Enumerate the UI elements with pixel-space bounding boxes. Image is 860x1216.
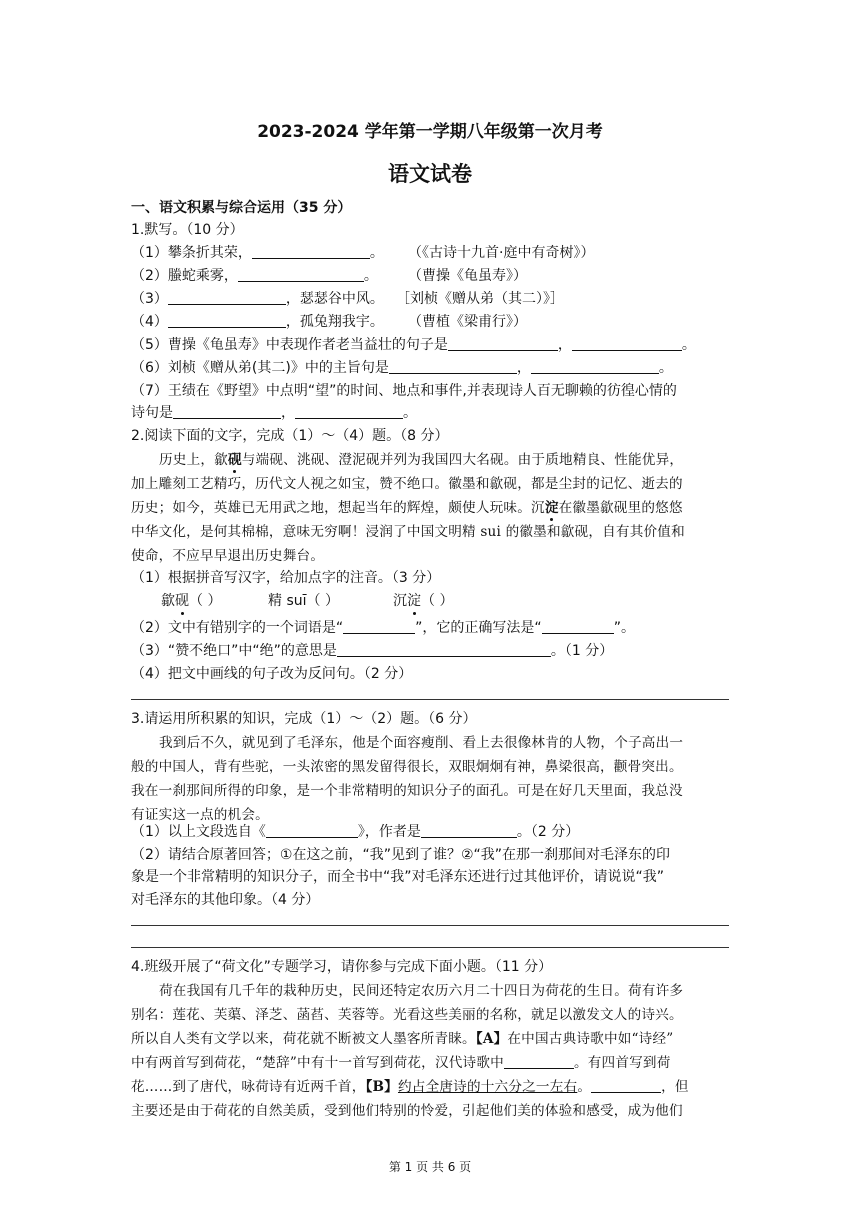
q2-passage-line-5: 使命，不应早早退出历史舞台。 [131,548,325,564]
q1-item-5: （5）曹操《龟虽寿》中表现作者老当益壮的句子是 ， 。 [131,337,696,353]
q3-passage-line-2: 般的中国人，背有些驼，一头浓密的黑发留得很长，双眼炯炯有神，鼻梁很高，颧骨突出。 [131,759,683,775]
q1-item-2-source: （曹操《龟虽寿》） [408,268,527,284]
page-footer: 第 1 页 共 6 页 [388,1160,472,1174]
q4-passage-line-5: 花……到了唐代，咏荷诗有近两千首，【B】约占全唐诗的十六分之一左右。 ，但 [131,1079,689,1095]
answer-blank[interactable] [572,336,682,351]
answer-blank[interactable] [591,1078,661,1093]
q1-item-6: （6）刘桢《赠从弟(其二)》中的主旨句是 ， 。 [131,360,673,376]
q1-item-3-source: ［刘桢《赠从弟（其二）》］ [396,291,564,307]
answer-blank[interactable] [168,290,286,305]
q1-item-3: （3） ，瑟瑟谷中风。 [131,291,384,307]
q3-passage-line-4: 有证实这一点的机会。 [131,807,269,823]
q3-sub-2-line3: 对毛泽东的其他印象。（4 分） [131,892,320,908]
q3-passage-line-3: 我在一刹那间所得的印象，是一个非常精明的知识分子的面孔。可是在好几天里面，我总没 [131,783,683,799]
q2-passage-line-3: 历史；如今，英雄已无用武之地，想起当年的辉煌，颇使人玩味。沉淀在徽墨歙砚里的悠悠 [131,496,683,516]
answer-blank[interactable] [168,313,286,328]
section-heading: 一、语文积累与综合运用（35 分） [131,200,352,216]
q1-label: 1.默写。（10 分） [131,222,244,238]
q3-sub-2-line1: （2）请结合原著回答；①在这之前，“我”见到了谁？②“我”在那一刹那间对毛泽东的印 [131,847,671,863]
q2-sub-3: （3）“赞不绝口”中“绝”的意思是 。（1 分） [131,643,614,659]
q3-sub-1: （1）以上文段选自《 》，作者是 。（2 分） [131,824,580,840]
answer-blank[interactable] [504,1054,574,1069]
q4-passage-line-6: 主要还是由于荷花的自然美质，受到他们特别的怜爱，引起他们美的体验和感受，成为他们 [131,1103,683,1119]
answer-blank[interactable] [252,244,370,259]
q2-sub-1-a: 歙砚（ ） [161,590,221,610]
q2-sub-1: （1）根据拼音写汉字，给加点字的注音。（3 分） [131,570,441,586]
marker-b: 【B】 [365,1079,398,1095]
q1-item-7-line1: （7）王绩在《野望》中点明“望”的时间、地点和事件,并表现诗人百无聊赖的彷徨心情的 [131,383,677,399]
q1-item-4: （4） ，孤兔翔我宇。 [131,314,384,330]
answer-blank[interactable] [389,359,517,374]
q1-item-1-source: （《古诗十九首·庭中有奇树》） [408,245,595,261]
q4-passage-line-1: 荷在我国有几千年的栽种历史，民间还特定农历六月二十四日为荷花的生日。荷有许多 [159,983,684,999]
answer-blank[interactable] [295,404,403,419]
answer-blank[interactable] [531,359,659,374]
answer-blank[interactable] [542,619,614,634]
answer-line[interactable] [131,947,729,948]
q4-label: 4.班级开展了“荷文化”专题学习，请你参与完成下面小题。（11 分） [131,959,553,975]
q4-passage-line-4: 中有两首写到荷花，“楚辞”中有十一首写到荷花，汉代诗歌中 。有四首写到荷 [131,1055,671,1071]
q1-item-4-source: （曹植《梁甫行》） [408,314,527,330]
answer-blank[interactable] [266,823,358,838]
q2-passage-line-4: 中华文化，是何其棉棉，意味无穷啊！浸润了中国文明精 sui 的徽墨和歙砚，自有其价值和 [131,524,685,540]
answer-blank[interactable] [238,267,364,282]
answer-blank[interactable] [337,642,551,657]
underlined-sentence: 约占全唐诗的十六分之一左右 [397,1079,578,1095]
q2-sub-1-c: 沉淀（ ） [393,590,453,610]
q4-passage-line-3: 所以自人类有文学以来，荷花就不断被文人墨客所青睐。【A】在中国古典诗歌中如“诗经” [131,1031,674,1047]
q3-passage-line-1: 我到后不久，就见到了毛泽东，他是个面容瘦削、看上去很像林肯的人物，个子高出一 [159,735,684,751]
answer-line[interactable] [131,699,729,700]
q2-sub-1-b: 精 suī（ ） [268,593,339,609]
marker-a: 【A】 [475,1031,508,1047]
q1-item-1: （1）攀条折其荣， 。 [131,245,384,261]
exam-title: 2023-2024 学年第一学期八年级第一次月考 [257,122,603,142]
q2-sub-2: （2）文中有错别字的一个词语是“ ”，它的正确写法是“ ”。 [131,620,635,636]
q3-label: 3.请运用所积累的知识，完成（1）～（2）题。（6 分） [131,711,477,727]
q1-item-7-line2: 诗句是 ， 。 [131,405,417,421]
answer-blank[interactable] [421,823,517,838]
answer-blank[interactable] [173,404,281,419]
answer-line[interactable] [131,925,729,926]
answer-blank[interactable] [343,619,415,634]
q2-passage-line-1: 历史上，歙砚与端砚、洮砚、澄泥砚并列为我国四大名砚。由于质地精良、性能优异， [159,448,683,468]
q4-passage-line-2: 别名：莲花、芙蕖、泽芝、菡萏、芙蓉等。光看这些美丽的名称，就足以激发文人的诗兴。 [131,1007,683,1023]
q2-sub-4: （4）把文中画线的句子改为反问句。（2 分） [131,666,413,682]
q2-label: 2.阅读下面的文字，完成（1）～（4）题。（8 分） [131,428,449,444]
answer-blank[interactable] [448,336,558,351]
exam-subtitle: 语文试卷 [388,162,472,186]
q2-passage-line-2: 加上雕刻工艺精巧，历代文人视之如宝，赞不绝口。徽墨和歙砚，都是尘封的记忆、逝去的 [131,476,683,492]
q1-item-2: （2）螣蛇乘雾， 。 [131,268,378,284]
q3-sub-2-line2: 象是一个非常精明的知识分子，而全书中“我”对毛泽东还进行过其他评价，请说说“我” [131,869,665,885]
